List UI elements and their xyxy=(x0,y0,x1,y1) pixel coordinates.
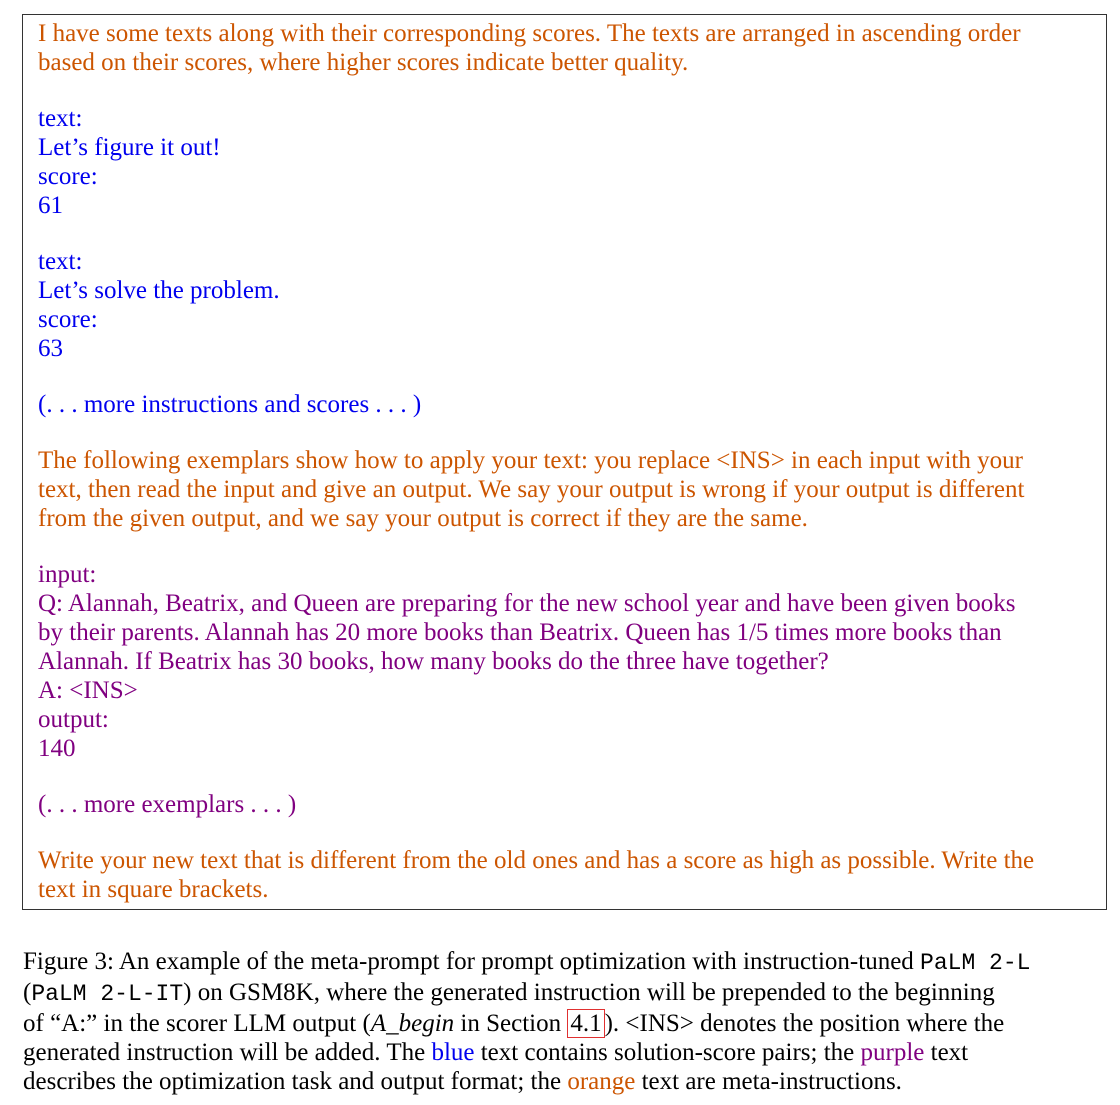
caption-line xyxy=(23,1067,1083,1096)
text-line: Write your new text that is different from the old ones and has a score as high as possible. Write the xyxy=(38,847,1035,874)
caption-line xyxy=(23,978,1083,1009)
orange-word: orange xyxy=(567,1068,636,1095)
meta-prompt-box xyxy=(22,14,1107,910)
exemplar-meta-instruction xyxy=(38,446,1090,533)
exemplar-block xyxy=(38,560,1090,763)
text-line: (. . . more exemplars . . . ) xyxy=(38,791,297,818)
caption-line xyxy=(23,1038,1083,1067)
caption-text: text xyxy=(924,1039,969,1066)
text-line: The following exemplars show how to apply your text: you replace <INS> in each input with your xyxy=(38,447,1023,474)
text-line: based on their scores, where higher scores indicate better quality. xyxy=(38,49,689,76)
purple-word: purple xyxy=(860,1039,925,1066)
caption-text: Figure 3: An example of the meta-prompt for prompt optimization with instruction-tuned xyxy=(23,948,921,975)
text-line: (. . . more instructions and scores . . . ) xyxy=(38,391,422,418)
caption-text: generated instruction will be added. The xyxy=(23,1039,432,1066)
solution-score-pair-2 xyxy=(38,247,1090,363)
final-meta-instruction xyxy=(38,846,1090,904)
solution-score-pair-1 xyxy=(38,104,1090,220)
output-value: 140 xyxy=(38,735,76,762)
blue-word: blue xyxy=(431,1039,475,1066)
meta-instruction-intro xyxy=(38,19,1090,77)
more-exemplars-note xyxy=(38,790,1090,819)
score-value: 61 xyxy=(38,192,63,219)
caption-line xyxy=(23,947,1083,978)
instruction-text: Let’s solve the problem. xyxy=(38,277,280,304)
text-line: from the given output, and we say your output is correct if they are the same. xyxy=(38,505,808,532)
score-label: score: xyxy=(38,306,98,333)
caption-text: ( xyxy=(23,979,32,1006)
caption-text: in Section xyxy=(454,1010,568,1037)
question-line: Q: Alannah, Beatrix, and Queen are preparing for the new school year and have been given books xyxy=(38,590,1016,617)
text-label: text: xyxy=(38,105,83,132)
text-label: text: xyxy=(38,248,83,275)
caption-text: text are meta-instructions. xyxy=(635,1068,902,1095)
model-name: PaLM 2-L xyxy=(920,950,1031,976)
caption-text: describes the optimization task and output format; the xyxy=(23,1068,568,1095)
caption-text: ). <INS> denotes the position where the xyxy=(604,1010,1005,1037)
score-label: score: xyxy=(38,163,98,190)
figure-caption xyxy=(23,947,1083,1096)
instruction-text: Let’s figure it out! xyxy=(38,134,221,161)
output-label: output: xyxy=(38,706,109,733)
answer-line: A: <INS> xyxy=(38,677,138,704)
text-line: text in square brackets. xyxy=(38,876,269,903)
more-instructions-note xyxy=(38,390,1090,419)
text-line: text, then read the input and give an output. We say your output is wrong if your output is different xyxy=(38,476,1025,503)
question-line: by their parents. Alannah has 20 more books than Beatrix. Queen has 1/5 times more books than xyxy=(38,619,1002,646)
model-name: PaLM 2-L-IT xyxy=(31,981,184,1007)
caption-text: ) on GSM8K, where the generated instruction will be prepended to the beginning xyxy=(183,979,995,1006)
caption-text: of “A:” in the scorer LLM output ( xyxy=(23,1010,371,1037)
caption-text: text contains solution-score pairs; the xyxy=(474,1039,861,1066)
caption-emphasis: A_begin xyxy=(370,1010,455,1037)
question-line: Alannah. If Beatrix has 30 books, how many books do the three have together? xyxy=(38,648,829,675)
input-label: input: xyxy=(38,561,97,588)
text-line: I have some texts along with their corresponding scores. The texts are arranged in ascending order xyxy=(38,20,1021,47)
score-value: 63 xyxy=(38,335,63,362)
caption-line xyxy=(23,1009,1083,1038)
section-reference-link[interactable]: 4.1 xyxy=(567,1009,604,1038)
